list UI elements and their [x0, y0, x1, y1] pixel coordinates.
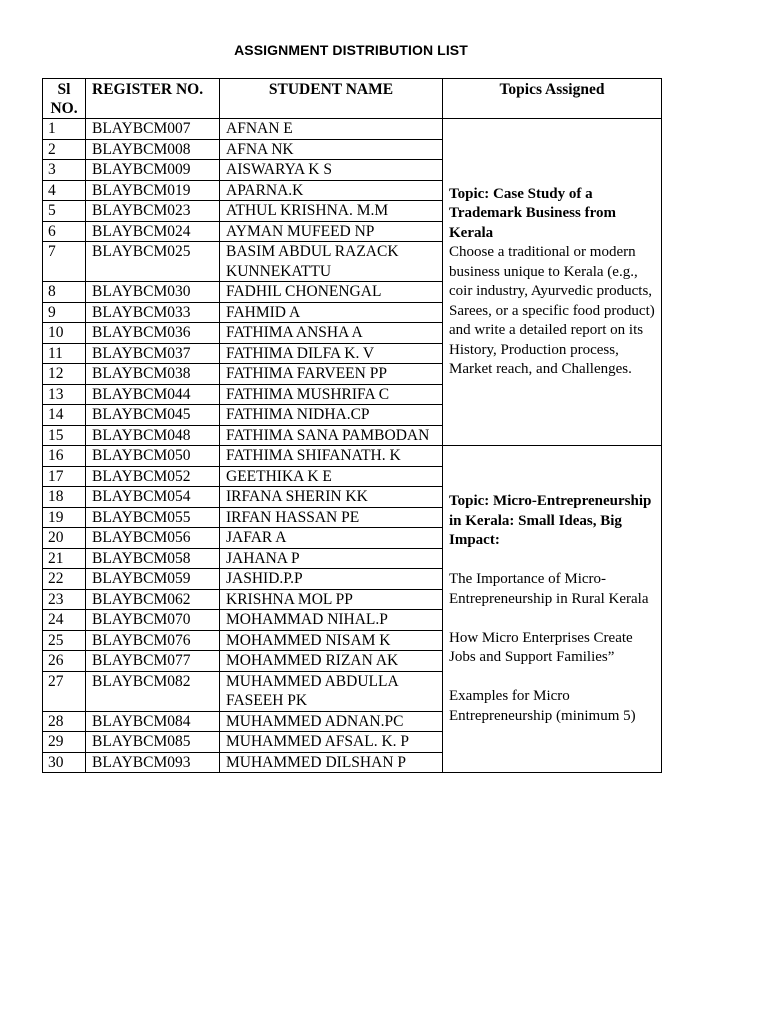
cell-sl-no: 20: [43, 528, 86, 549]
cell-register-no: BLAYBCM058: [86, 548, 220, 569]
cell-student-name: MUHAMMED ADNAN.PC: [220, 711, 443, 732]
paragraph-gap: [449, 668, 655, 688]
cell-register-no: BLAYBCM048: [86, 425, 220, 446]
cell-student-name: FATHIMA DILFA K. V: [220, 343, 443, 364]
cell-sl-no: 11: [43, 343, 86, 364]
cell-sl-no: 5: [43, 201, 86, 222]
cell-sl-no: 13: [43, 384, 86, 405]
cell-sl-no: 4: [43, 180, 86, 201]
cell-sl-no: 8: [43, 282, 86, 303]
cell-student-name: MOHAMMED NISAM K: [220, 630, 443, 651]
topic-title: Topic: Micro-Entrepreneurship in Kerala: Small Ideas, Big Impact:: [449, 493, 652, 548]
cell-student-name: FATHIMA SANA PAMBODAN: [220, 425, 443, 446]
cell-sl-no: 23: [43, 589, 86, 610]
cell-student-name: MOHAMMAD NIHAL.P: [220, 610, 443, 631]
cell-sl-no: 27: [43, 671, 86, 711]
header-register-no: REGISTER NO.: [86, 79, 220, 119]
cell-register-no: BLAYBCM055: [86, 507, 220, 528]
table-row: [43, 119, 662, 140]
topic-paragraph: The Importance of Micro-Entrepreneurship in Rural Kerala: [449, 571, 649, 607]
cell-register-no: BLAYBCM054: [86, 487, 220, 508]
cell-sl-no: 22: [43, 569, 86, 590]
cell-student-name: FADHIL CHONENGAL: [220, 282, 443, 303]
table-row: [43, 446, 662, 467]
cell-student-name: JAHANA P: [220, 548, 443, 569]
topic-paragraph: Examples for Micro Entrepreneurship (minimum 5): [449, 688, 636, 724]
paragraph-gap: [449, 609, 655, 629]
cell-sl-no: 16: [43, 446, 86, 467]
cell-sl-no: 30: [43, 752, 86, 773]
cell-register-no: BLAYBCM009: [86, 160, 220, 181]
cell-register-no: BLAYBCM036: [86, 323, 220, 344]
cell-register-no: BLAYBCM033: [86, 302, 220, 323]
cell-student-name: MOHAMMED RIZAN AK: [220, 651, 443, 672]
topic-title: Topic: Case Study of a Trademark Business from Kerala: [449, 185, 616, 241]
cell-student-name: FATHIMA NIDHA.CP: [220, 405, 443, 426]
cell-student-name: GEETHIKA K E: [220, 466, 443, 487]
header-student-name: STUDENT NAME: [220, 79, 443, 119]
cell-student-name: AYMAN MUFEED NP: [220, 221, 443, 242]
cell-sl-no: 7: [43, 242, 86, 282]
cell-register-no: BLAYBCM082: [86, 671, 220, 711]
cell-register-no: BLAYBCM024: [86, 221, 220, 242]
table-header-row: [43, 79, 662, 119]
cell-student-name: IRFANA SHERIN KK: [220, 487, 443, 508]
cell-register-no: BLAYBCM093: [86, 752, 220, 773]
cell-register-no: BLAYBCM044: [86, 384, 220, 405]
cell-register-no: BLAYBCM025: [86, 242, 220, 282]
paragraph-gap: [449, 551, 655, 571]
cell-register-no: BLAYBCM077: [86, 651, 220, 672]
cell-sl-no: 29: [43, 732, 86, 753]
table-body: [43, 119, 662, 773]
cell-student-name: AISWARYA K S: [220, 160, 443, 181]
cell-register-no: BLAYBCM030: [86, 282, 220, 303]
cell-student-name: MUHAMMED ABDULLA FASEEH PK: [220, 671, 443, 711]
cell-student-name: ATHUL KRISHNA. M.M: [220, 201, 443, 222]
cell-sl-no: 14: [43, 405, 86, 426]
cell-register-no: BLAYBCM084: [86, 711, 220, 732]
cell-register-no: BLAYBCM085: [86, 732, 220, 753]
cell-sl-no: 24: [43, 610, 86, 631]
cell-student-name: FATHIMA MUSHRIFA C: [220, 384, 443, 405]
cell-sl-no: 2: [43, 139, 86, 160]
header-sl-no: Sl NO.: [43, 79, 86, 119]
cell-sl-no: 25: [43, 630, 86, 651]
cell-register-no: BLAYBCM037: [86, 343, 220, 364]
header-topics-assigned: Topics Assigned: [443, 79, 662, 119]
cell-student-name: IRFAN HASSAN PE: [220, 507, 443, 528]
cell-sl-no: 1: [43, 119, 86, 140]
cell-register-no: BLAYBCM007: [86, 119, 220, 140]
cell-register-no: BLAYBCM062: [86, 589, 220, 610]
cell-register-no: BLAYBCM050: [86, 446, 220, 467]
cell-topic-assigned: [443, 119, 662, 446]
cell-sl-no: 12: [43, 364, 86, 385]
cell-student-name: MUHAMMED DILSHAN P: [220, 752, 443, 773]
cell-sl-no: 28: [43, 711, 86, 732]
cell-sl-no: 21: [43, 548, 86, 569]
cell-sl-no: 17: [43, 466, 86, 487]
cell-register-no: BLAYBCM070: [86, 610, 220, 631]
cell-student-name: APARNA.K: [220, 180, 443, 201]
document-title: ASSIGNMENT DISTRIBUTION LIST: [234, 42, 468, 58]
cell-student-name: MUHAMMED AFSAL. K. P: [220, 732, 443, 753]
cell-register-no: BLAYBCM059: [86, 569, 220, 590]
cell-student-name: AFNAN E: [220, 119, 443, 140]
cell-sl-no: 6: [43, 221, 86, 242]
cell-student-name: FAHMID A: [220, 302, 443, 323]
cell-student-name: FATHIMA FARVEEN PP: [220, 364, 443, 385]
topic-paragraph: Choose a traditional or modern business unique to Kerala (e.g., coir industry, Ayurvedic products, Sarees, or a specific food product) and write a detailed report on its History, Production process, Market reach, and Challenges.: [449, 244, 655, 377]
cell-sl-no: 3: [43, 160, 86, 181]
cell-sl-no: 18: [43, 487, 86, 508]
cell-register-no: BLAYBCM045: [86, 405, 220, 426]
cell-register-no: BLAYBCM052: [86, 466, 220, 487]
cell-student-name: FATHIMA SHIFANATH. K: [220, 446, 443, 467]
topic-paragraph: How Micro Enterprises Create Jobs and Support Families”: [449, 629, 633, 665]
cell-register-no: BLAYBCM008: [86, 139, 220, 160]
cell-register-no: BLAYBCM023: [86, 201, 220, 222]
cell-sl-no: 19: [43, 507, 86, 528]
cell-sl-no: 10: [43, 323, 86, 344]
cell-sl-no: 26: [43, 651, 86, 672]
cell-sl-no: 15: [43, 425, 86, 446]
cell-student-name: FATHIMA ANSHA A: [220, 323, 443, 344]
cell-register-no: BLAYBCM076: [86, 630, 220, 651]
cell-sl-no: 9: [43, 302, 86, 323]
cell-student-name: KRISHNA MOL PP: [220, 589, 443, 610]
cell-student-name: JASHID.P.P: [220, 569, 443, 590]
cell-register-no: BLAYBCM038: [86, 364, 220, 385]
cell-student-name: AFNA NK: [220, 139, 443, 160]
cell-register-no: BLAYBCM019: [86, 180, 220, 201]
assignment-table: [42, 78, 662, 773]
cell-student-name: JAFAR A: [220, 528, 443, 549]
cell-student-name: BASIM ABDUL RAZACK KUNNEKATTU: [220, 242, 443, 282]
cell-topic-assigned: [443, 446, 662, 773]
cell-register-no: BLAYBCM056: [86, 528, 220, 549]
